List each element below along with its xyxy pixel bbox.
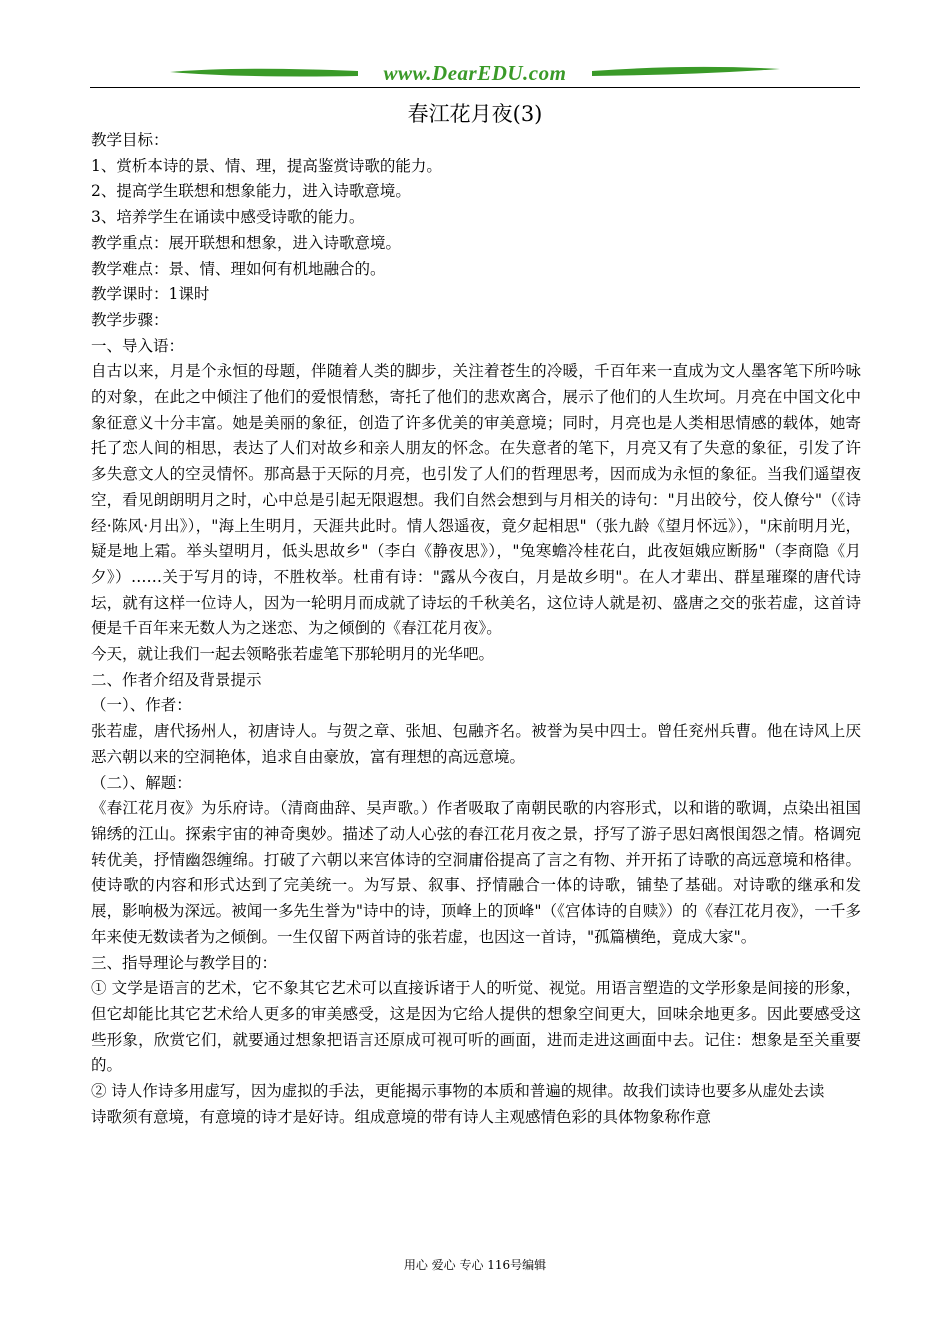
body-paragraph: 教学步骤： <box>91 310 169 329</box>
body-paragraph: 自古以来，月是个永恒的母题，伴随着人类的脚步，关注着苍生的冷暖，千百年来一直成为文人墨客笔下所吟咏的对象，在此之中倾注了他们的爱恨情愁，寄托了他们的悲欢离合，展示了他们的人生坎坷。月亮在中国文化中象征意义十分丰富。她是美丽的象征，创造了许多优美的审美意境；同时，月亮也是人类相思情感的载体，她寄托了恋人间的相思，表达了人们对故乡和亲人朋友的怀念。在失意者的笔下，月亮又有了失意的象征，引发了许多失意文人的空灵情怀。那高悬于天际的月亮，也引发了人们的哲理思考，因而成为永恒的象征。当我们遥望夜空，看见朗朗明月之时，心中总是引起无限遐想。我们自然会想到与月相关的诗句："月出皎兮，佼人僚兮"（《诗经·陈风·月出》），"海上生明月，天涯共此时。情人怨遥夜，竟夕起相思"（张九龄《望月怀远》），"床前明月光，疑是地上霜。举头望明月，低头思故乡"（李白《静夜思》），"兔寒蟾冷桂花白，此夜姮娥应断肠"（李商隐《月夕》）……关于写月的诗，不胜枚举。杜甫有诗："露从今夜白，月是故乡明"。在人才辈出、群星璀璨的唐代诗坛，就有这样一位诗人，因为一轮明月而成就了诗坛的千秋美名，这位诗人就是初、盛唐之交的张若虚，这首诗便是千百年来无数人为之迷恋、为之倾倒的《春江花月夜》。 <box>91 362 861 638</box>
site-logo-text[interactable]: www.DearEDU.com <box>383 61 567 85</box>
body-paragraph: 2、提高学生联想和想象能力，进入诗歌意境。 <box>91 182 411 201</box>
subsection-heading: （二）、解题： <box>91 773 192 792</box>
body-paragraph: 诗歌须有意境，有意境的诗才是好诗。组成意境的带有诗人主观感情色彩的具体物象称作意 <box>91 1107 712 1126</box>
section-heading: 三、指导理论与教学目的： <box>91 953 278 972</box>
body-paragraph: 张若虚，唐代扬州人，初唐诗人。与贺之章、张旭、包融齐名。被誉为吴中四士。曾任兖州兵曹。他在诗风上厌恶六朝以来的空洞艳体，追求自由豪放，富有理想的高远意境。 <box>91 722 861 766</box>
body-paragraph: 教学目标： <box>91 131 169 149</box>
document-body <box>91 128 861 1130</box>
body-paragraph: 教学难点：景、情、理如何有机地融合的。 <box>91 259 386 278</box>
body-paragraph: ② 诗人作诗多用虚写，因为虚拟的手法，更能揭示事物的本质和普遍的规律。故我们读诗也要多从虚处去读 <box>91 1082 825 1101</box>
subsection-heading: （一）、作者： <box>91 696 192 715</box>
body-paragraph: ① 文学是语言的艺术，它不象其它艺术可以直接诉诸于人的听觉、视觉。用语言塑造的文学形象是间接的形象，但它却能比其它艺术给人更多的审美感受，这是因为它给人提供的想象空间更大，回味余地更多。因此要感受这些形象，欣赏它们，就要通过想象把语言还原成可视可听的画面，进而走进这画面中去。记住：想象是至关重要的。 <box>91 979 861 1075</box>
body-paragraph: 1、赏析本诗的景、情、理，提高鉴赏诗歌的能力。 <box>91 156 442 175</box>
body-paragraph: 今天，就让我们一起去领略张若虚笔下那轮明月的光华吧。 <box>91 645 495 664</box>
body-paragraph: 教学重点：展开联想和想象，进入诗歌意境。 <box>91 233 402 252</box>
header-divider <box>90 87 860 88</box>
section-heading: 一、导入语： <box>91 336 185 355</box>
site-header <box>90 58 860 90</box>
body-paragraph: 教学课时：1课时 <box>91 285 210 304</box>
document-title: 春江花月夜(3) <box>407 102 543 126</box>
section-heading: 二、作者介绍及背景提示 <box>91 670 262 689</box>
page-footer: 用心 爱心 专心 116号编辑 <box>403 1258 547 1272</box>
body-paragraph: 3、培养学生在诵读中感受诗歌的能力。 <box>91 208 365 227</box>
body-paragraph: 《春江花月夜》为乐府诗。（清商曲辞、吴声歌。）作者吸取了南朝民歌的内容形式，以和谐的歌调，点染出祖国锦绣的江山。探索宇宙的神奇奥妙。描述了动人心弦的春江花月夜之景，抒写了游子思妇离恨闺怨之情。格调宛转优美，抒情幽怨缠绵。打破了六朝以来宫体诗的空洞庸俗提高了言之有物、并开拓了诗歌的高远意境和格律。使诗歌的内容和形式达到了完美统一。为写景、叙事、抒情融合一体的诗歌，铺垫了基础。对诗歌的继承和发展，影响极为深远。被闻一多先生誉为"诗中的诗，顶峰上的顶峰"（《宫体诗的自赎》）的《春江花月夜》，一千多年来使无数读者为之倾倒。一生仅留下两首诗的张若虚，也因这一首诗，"孤篇横绝，竟成大家"。 <box>91 799 861 946</box>
